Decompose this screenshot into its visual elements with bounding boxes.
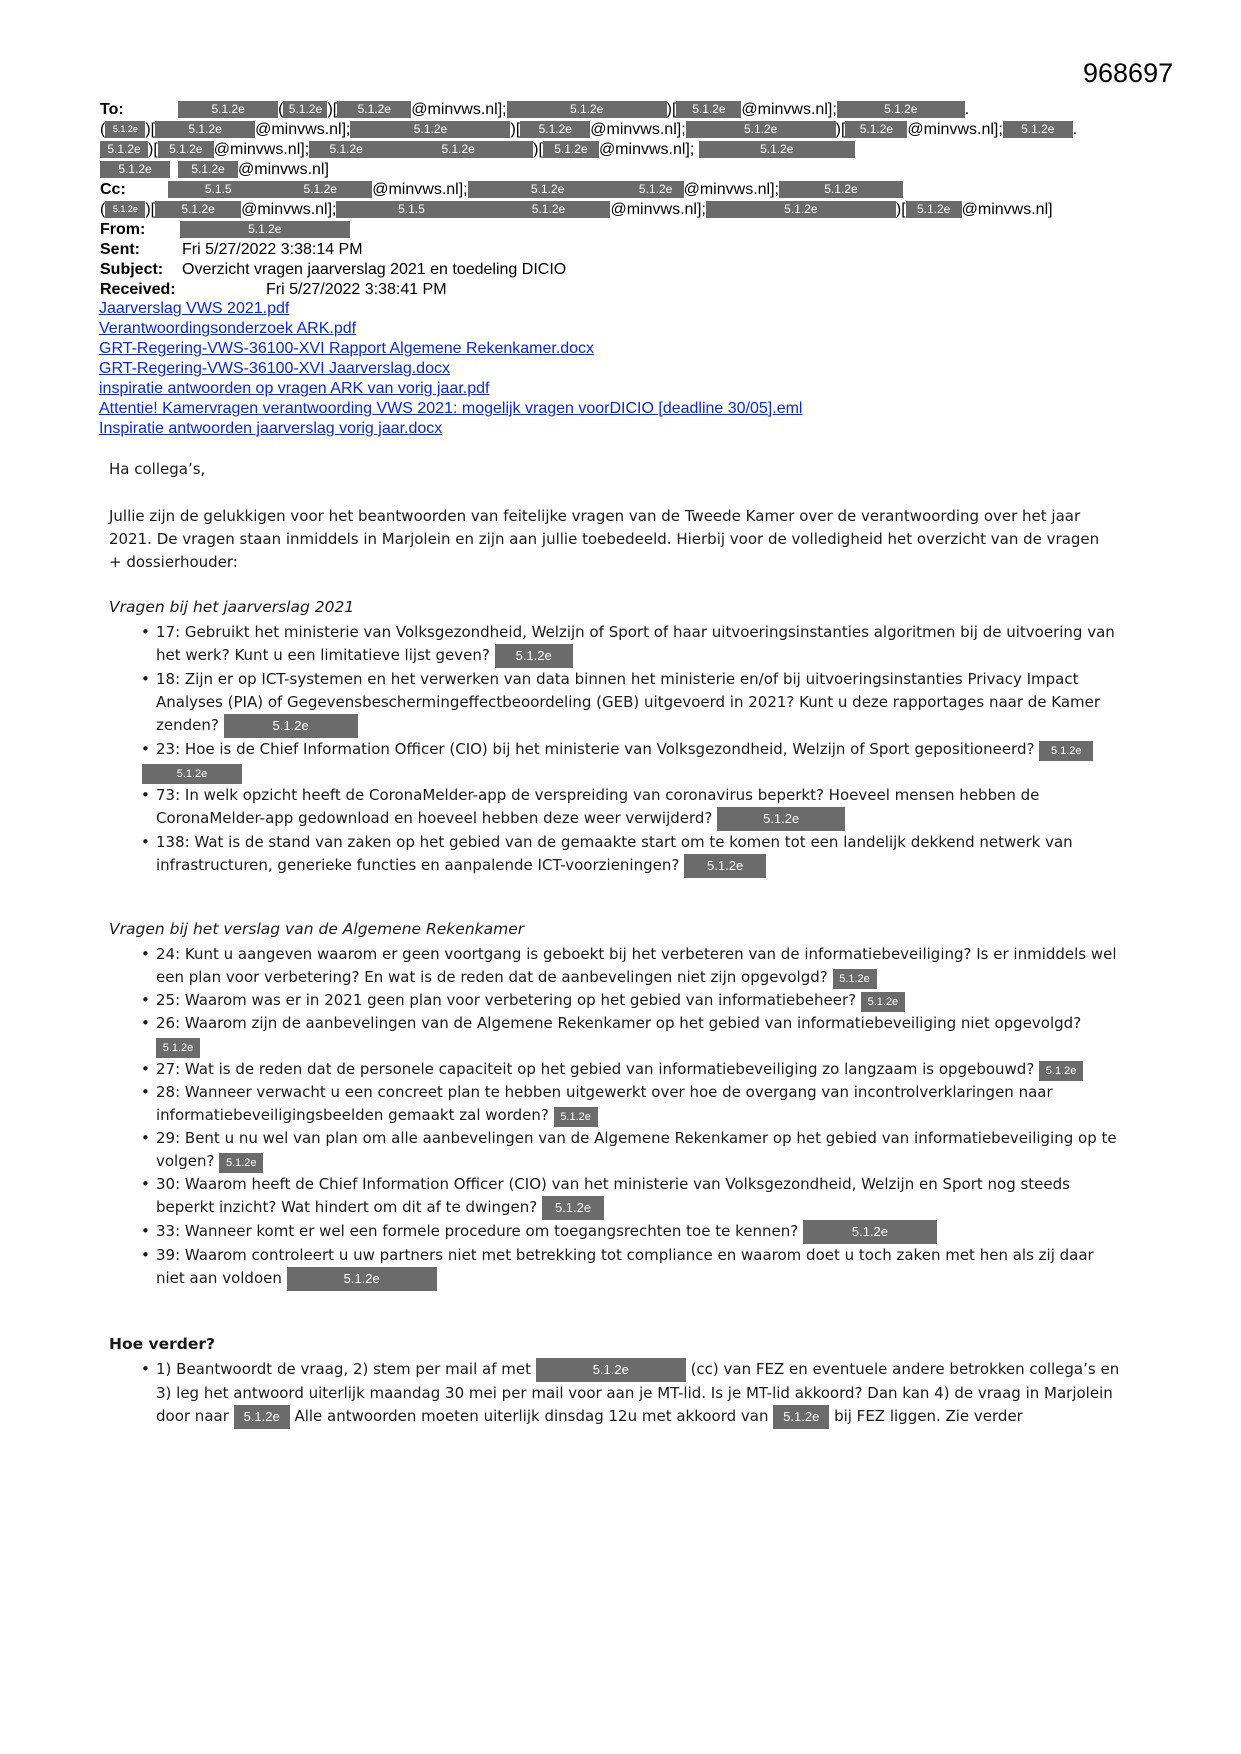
redaction: 5.1.2e <box>507 101 667 118</box>
received-line <box>100 280 447 300</box>
email-domain: @minvws.nl]; <box>610 201 706 218</box>
email-domain: @minvws.nl]; <box>598 141 695 158</box>
redaction: 5.1.2e <box>706 201 896 218</box>
attachment-link[interactable]: GRT-Regering-VWS-36100-XVI Jaarverslag.docx <box>99 360 450 377</box>
redaction: 5.1.2e <box>684 854 766 878</box>
attachment-link[interactable]: inspiratie antwoorden op vragen ARK van vorig jaar.pdf <box>99 380 490 397</box>
redaction: 5.1.2e <box>686 121 836 138</box>
intro-line-2: 2021. De vragen staan inmiddels in Marjolein en zijn aan jullie toebedeeld. Hierbij voor de volledigheid het overzicht van de vragen <box>109 530 1100 548</box>
redaction: 5.1.2e <box>837 101 965 118</box>
redaction: 5.1.2e <box>219 1153 263 1173</box>
redaction: 5.1.2e <box>100 141 148 158</box>
redaction: 5.1.2e <box>845 121 907 138</box>
to-line-4 <box>100 160 329 180</box>
to-label: To: <box>100 101 124 118</box>
question-item: • 29: Bent u nu wel van plan om alle aanbevelingen van de Algemene Rekenkamer op het gebied van informatiebeveiliging op te volgen? 5.1.2e <box>156 1127 1126 1173</box>
redaction: 5.1.2e <box>468 181 628 198</box>
to-line-2: ( 5.1.2e )[ 5.1.2e @minvws.nl]; 5.1.2e )[ 5.1.2e @minvws.nl]; 5.1.2e )[ 5.1.2e @minvws.nl]; 5.1.2e . <box>100 121 1078 138</box>
redaction: 5.1.2e <box>224 714 358 738</box>
question-item: • 25: Waarom was er in 2021 geen plan voor verbetering op het gebied van informatiebeheer? 5.1.2e <box>156 989 1126 1012</box>
redaction: 5.1.2e <box>773 1405 829 1429</box>
redaction: 5.1.2e <box>536 1358 686 1382</box>
redaction: 5.1.2e <box>1003 121 1073 138</box>
redaction: 5.1.2e <box>234 1405 290 1429</box>
redaction: 5.1.2e <box>628 181 684 198</box>
email-domain: @minvws.nl]; <box>907 121 1003 138</box>
redaction: 5.1.2e <box>155 201 241 218</box>
from-line <box>100 220 350 240</box>
redaction: 5.1.2e <box>105 121 145 138</box>
email-domain: @minvws.nl] <box>961 201 1053 218</box>
email-domain: @minvws.nl]; <box>741 101 837 118</box>
email-domain: @minvws.nl] <box>238 161 329 178</box>
attachment-link[interactable]: Verantwoordingsonderzoek ARK.pdf <box>99 320 357 337</box>
email-domain: @minvws.nl]; <box>255 121 351 138</box>
redaction: 5.1.2e <box>1039 741 1093 761</box>
attachment-link[interactable]: GRT-Regering-VWS-36100-XVI Rapport Algemene Rekenkamer.docx <box>99 340 595 357</box>
question-item: • 30: Waarom heeft de Chief Information Officer (CIO) van het ministerie van Volksgezondheid, Welzijn en Sport nog steeds beperkt inzicht? Wat hindert om dit af te dwingen? 5.1.2e <box>156 1173 1126 1220</box>
redaction: 5.1.2e <box>779 181 903 198</box>
section-title-jaarverslag: Vragen bij het jaarverslag 2021 <box>109 598 355 616</box>
question-item: • 28: Wanneer verwacht u een concreet plan te hebben uitgewerkt over hoe de overgang van incontrolverklaringen naar informatiebeveiligingsbeelden gemaakt zal worden? 5.1.2e <box>156 1081 1126 1127</box>
redaction: 5.1.5 <box>336 201 486 218</box>
redaction: 5.1.2e <box>1039 1061 1083 1081</box>
redaction: 5.1.2e <box>520 121 590 138</box>
question-item: • 18: Zijn er op ICT-systemen en het verwerken van data binnen het ministerie en/of bij uitvoeringsinstanties Privacy Impact Analyses (PIA) of Gegevensbeschermingeffectbeoordeling (GEB) uitgevoerd in 2021? Kunt u deze rapportages naar de Kamer zenden? 5.1.2e <box>156 668 1126 738</box>
redaction: 5.1.2e <box>803 1220 937 1244</box>
attachment-link[interactable]: Jaarverslag VWS 2021.pdf <box>99 300 290 317</box>
redaction: 5.1.2e <box>180 221 350 238</box>
redaction: 5.1.2e <box>178 161 238 178</box>
sent-label: Sent: <box>100 241 140 258</box>
redaction: 5.1.2e <box>283 101 327 118</box>
cc-label: Cc: <box>100 181 126 198</box>
cc-line-2: ( 5.1.2e )[ 5.1.2e @minvws.nl]; 5.1.5 5.1.2e @minvws.nl]; 5.1.2e )[ 5.1.2e @minvws.nl] <box>100 201 1053 218</box>
next-steps-title: Hoe verder? <box>109 1335 216 1353</box>
email-domain: @minvws.nl]; <box>372 181 468 198</box>
email-domain: @minvws.nl]; <box>590 121 686 138</box>
intro-line-1: Jullie zijn de gelukkigen voor het beantwoorden van feitelijke vragen van de Tweede Kamer over de verantwoording over het jaar <box>109 507 1081 525</box>
question-item: • 73: In welk opzicht heeft de CoronaMelder-app de verspreiding van coronavirus beperkt? Hoeveel mensen hebben de CoronaMelder-app gedownload en hoeveel hebben deze weer verwijderd? 5.1.2e <box>156 784 1126 831</box>
sent-value: Fri 5/27/2022 3:38:14 PM <box>182 241 363 258</box>
redaction: 5.1.2e <box>699 141 855 158</box>
redaction: 5.1.2e <box>554 1107 598 1127</box>
redaction: 5.1.2e <box>495 644 573 668</box>
attachment-link[interactable]: Inspiratie antwoorden jaarverslag vorig jaar.docx <box>99 420 443 437</box>
email-domain: @minvws.nl]; <box>411 101 507 118</box>
intro-line-3: + dossierhouder: <box>109 553 238 571</box>
question-item: • 17: Gebruikt het ministerie van Volksgezondheid, Welzijn of Sport of haar uitvoeringsinstanties algoritmen bij de uitvoering van het werk? Kunt u een limitatieve lijst geven? 5.1.2e <box>156 621 1126 668</box>
email-domain: @minvws.nl]; <box>683 181 779 198</box>
redaction: 5.1.2e <box>861 992 905 1012</box>
subject-line <box>100 260 566 280</box>
question-item: • 138: Wat is de stand van zaken op het gebied van de gemaakte start om te komen tot een landelijk dekkend netwerk van infrastructuren, generieke functies en aanpalende ICT-voorzieningen? 5.1.2e <box>156 831 1126 878</box>
redaction: 5.1.2e <box>309 141 383 158</box>
question-list-jaarverslag <box>156 621 1126 878</box>
subject-value: Overzicht vragen jaarverslag 2021 en toedeling DICIO <box>182 261 567 278</box>
redaction: 5.1.2e <box>268 181 372 198</box>
next-steps-item: • 1) Beantwoordt de vraag, 2) stem per mail af met 5.1.2e (cc) van FEZ en eventuele andere betrokken collega’s en 3) leg het antwoord uiterlijk maandag 30 mei per mail voor aan je MT-lid. Is je MT-lid akkoord? Dan kan 4) de vraag in Marjolein door naar 5.1.2e Alle antwoorden moeten uiterlijk dinsdag 12u met akkoord van 5.1.2e bij FEZ liggen. Zie verder <box>156 1358 1126 1429</box>
redaction: 5.1.2e <box>155 121 255 138</box>
to-line-1: To: 5.1.2e ( 5.1.2e )[ 5.1.2e @minvws.nl]; 5.1.2e )[ 5.1.2e @minvws.nl]; 5.1.2e . <box>100 101 970 118</box>
redaction: 5.1.2e <box>105 201 145 218</box>
greeting: Ha collega’s, <box>109 460 206 478</box>
question-item: • 26: Waarom zijn de aanbevelingen van de Algemene Rekenkamer op het gebied van informatiebeveiliging niet opgevolgd? 5.1.2e <box>156 1012 1126 1058</box>
attachment-link[interactable]: Attentie! Kamervragen verantwoording VWS 2021: mogelijk vragen voorDICIO [deadline 30/05].eml <box>99 400 803 417</box>
question-item: • 27: Wat is de reden dat de personele capaciteit op het gebied van informatiebeveiliging zo langzaam is opgebouwd? 5.1.2e <box>156 1058 1126 1081</box>
subject-label: Subject: <box>100 261 164 278</box>
question-item: • 33: Wanneer komt er wel een formele procedure om toegangsrechten toe te kennen? 5.1.2e <box>156 1220 1126 1244</box>
redaction: 5.1.2e <box>100 161 170 178</box>
redaction: 5.1.2e <box>486 201 610 218</box>
redaction: 5.1.2e <box>717 807 845 831</box>
redaction: 5.1.2e <box>142 764 242 784</box>
redaction: 5.1.5 <box>168 181 268 198</box>
section-title-rekenkamer: Vragen bij het verslag van de Algemene Rekenkamer <box>109 920 525 938</box>
redaction: 5.1.2e <box>906 201 962 218</box>
redaction: 5.1.2e <box>833 969 877 989</box>
redaction: 5.1.2e <box>543 141 599 158</box>
redaction: 5.1.2e <box>337 101 411 118</box>
document-number: 968697 <box>1083 58 1174 88</box>
to-line-3: 5.1.2e )[ 5.1.2e @minvws.nl]; 5.1.2e 5.1.2e )[ 5.1.2e @minvws.nl]; 5.1.2e <box>100 140 855 160</box>
redaction: 5.1.2e <box>287 1267 437 1291</box>
redaction: 5.1.2e <box>178 101 278 118</box>
received-value: Fri 5/27/2022 3:38:41 PM <box>266 281 447 298</box>
question-item: • 23: Hoe is de Chief Information Officer (CIO) bij het ministerie van Volksgezondheid, Welzijn of Sport gepositioneerd? 5.1.2e 5.1.2e <box>156 738 1126 784</box>
received-label: Received: <box>100 281 176 298</box>
next-steps-list <box>156 1358 1126 1429</box>
cc-line-1 <box>100 180 903 200</box>
redaction: 5.1.2e <box>676 101 741 118</box>
question-list-rekenkamer <box>156 943 1126 1291</box>
sent-line <box>100 240 363 260</box>
email-domain: @minvws.nl]; <box>241 201 337 218</box>
redaction: 5.1.2e <box>350 121 510 138</box>
redaction: 5.1.2e <box>156 1038 200 1058</box>
email-domain: @minvws.nl]; <box>213 141 310 158</box>
redaction: 5.1.2e <box>158 141 214 158</box>
question-item: • 24: Kunt u aangeven waarom er geen voortgang is geboekt bij het verbeteren van de informatiebeveiliging? Is er inmiddels wel een plan voor verbetering? En wat is de reden dat de aanbevelingen niet zijn opgevolgd? 5.1.2e <box>156 943 1126 989</box>
redaction: 5.1.2e <box>383 141 533 158</box>
question-item: • 39: Waarom controleert u uw partners niet met betrekking tot compliance en waarom doet u toch zaken met hen als zij daar niet aan voldoen 5.1.2e <box>156 1244 1126 1291</box>
redaction: 5.1.2e <box>542 1196 604 1220</box>
from-label: From: <box>100 221 146 238</box>
